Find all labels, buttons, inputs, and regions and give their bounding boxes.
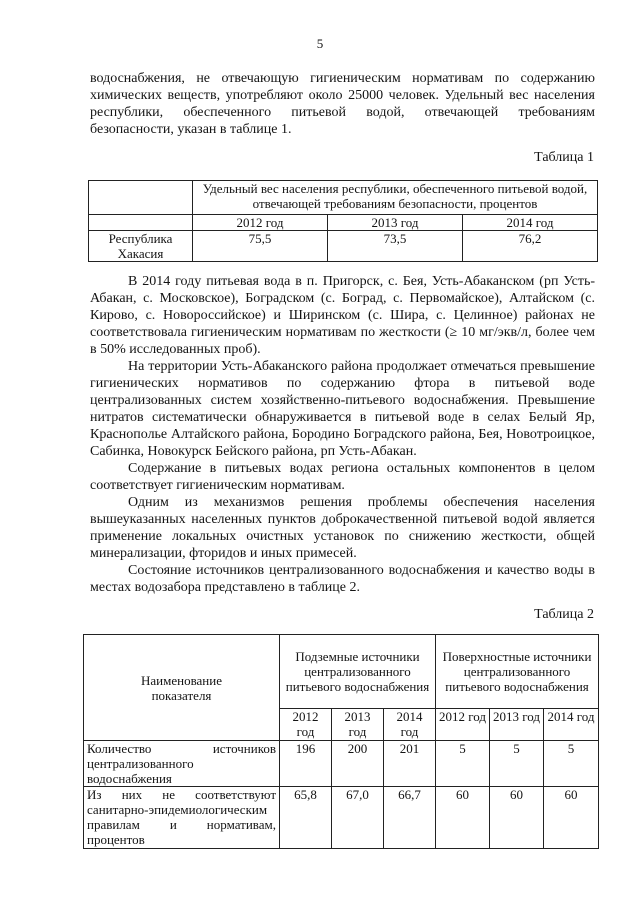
table2-group-surface: Поверхностные источники централизованного питьевого водоснабжения bbox=[436, 635, 599, 709]
table-row bbox=[84, 741, 599, 787]
table2-year: 2014 год bbox=[384, 709, 436, 741]
table1-row-label: Республика Хакасия bbox=[89, 231, 193, 262]
table2-cell: 65,8 bbox=[280, 787, 332, 849]
table1-year-2014: 2014 год bbox=[463, 215, 598, 231]
table2-cell: 60 bbox=[490, 787, 544, 849]
table2-year: 2013 год bbox=[490, 709, 544, 741]
table-1 bbox=[88, 180, 598, 262]
table2-group-underground: Подземные источники централизованного питьевого водоснабжения bbox=[280, 635, 436, 709]
paragraph-mechanisms: Одним из механизмов решения проблемы обеспечения населения вышеуказанных населенных пунктов доброкачественной питьевой водой является применение локальных очистных установок по снижению жесткости, общей минерализации, фторидов и иных примесей. bbox=[90, 495, 595, 561]
table2-col-name: Наименование показателя bbox=[84, 635, 280, 741]
table2-cell: 196 bbox=[280, 741, 332, 787]
table1-corner-cell bbox=[89, 215, 193, 231]
table1-year-2012: 2012 год bbox=[193, 215, 328, 231]
table2-caption: Таблица 2 bbox=[534, 607, 594, 622]
table2-cell: 201 bbox=[384, 741, 436, 787]
intro-paragraph: водоснабжения, не отвечающую гигиеническим нормативам по содержанию химических веществ, употребляют около 25000 человек. Удельный вес населения республики, обеспеченного питьевой водой, отвечающей требованиям безопасности, указан в таблице 1. bbox=[90, 71, 595, 137]
page-number: 5 bbox=[316, 36, 324, 51]
table1-year-2013: 2013 год bbox=[328, 215, 463, 231]
table1-corner-cell bbox=[89, 181, 193, 215]
table1-value-2014: 76,2 bbox=[463, 231, 598, 262]
table2-cell: 5 bbox=[436, 741, 490, 787]
table2-year: 2013 год bbox=[332, 709, 384, 741]
paragraph-sources-state: Состояние источников централизованного водоснабжения и качество воды в местах водозабора представлено в таблице 2. bbox=[90, 563, 595, 595]
table2-year: 2012 год bbox=[280, 709, 332, 741]
table2-year: 2014 год bbox=[544, 709, 599, 741]
table2-year: 2012 год bbox=[436, 709, 490, 741]
table2-cell: 5 bbox=[490, 741, 544, 787]
paragraph-other-components: Содержание в питьевых водах региона остальных компонентов в целом соответствует гигиеническим нормативам. bbox=[90, 461, 595, 493]
table1-value-2012: 75,5 bbox=[193, 231, 328, 262]
table2-cell: 60 bbox=[544, 787, 599, 849]
table1-header: Удельный вес населения республики, обеспеченного питьевой водой, отвечающей требованиям безопасности, процентов bbox=[193, 181, 598, 215]
paragraph-hardness: В 2014 году питьевая вода в п. Пригорск, с. Бея, Усть-Абаканском (рп Усть-Абакан, с. Московское), Боградском (с. Боград, с. Первомайское), Алтайском (с. Кирово, с. Новороссийское) и Ширинском (с. Шира, с. Целинное) районах не соответствовала гигиеническим нормативам по жесткости (≥ 10 мг/экв/л, более чем в 50% исследованных проб). bbox=[90, 274, 595, 357]
table-2 bbox=[83, 634, 599, 849]
table2-cell: 5 bbox=[544, 741, 599, 787]
table2-cell: 66,7 bbox=[384, 787, 436, 849]
table-row bbox=[84, 787, 599, 849]
paragraph-fluorine: На территории Усть-Абаканского района продолжает отмечаться превышение гигиенических нормативов по содержанию фтора в питьевой воде централизованных систем хозяйственно-питьевого водоснабжения. Превышение нитратов систематически обнаруживается в питьевой воде в селах Белый Яр, Краснополье Алтайского района, Бородино Боградского района, Бея, Новотроицкое, Сабинка, Новокурск Бейского района, рп Усть-Абакан. bbox=[90, 359, 595, 459]
table1-caption: Таблица 1 bbox=[534, 150, 594, 165]
table2-cell: 200 bbox=[332, 741, 384, 787]
table2-cell: 60 bbox=[436, 787, 490, 849]
table2-cell: 67,0 bbox=[332, 787, 384, 849]
table1-value-2013: 73,5 bbox=[328, 231, 463, 262]
table2-row-label: Количество источников централизованного водоснабжения bbox=[84, 741, 280, 787]
table2-row-label: Из них не соответствуют санитарно-эпидемиологическим правилам и нормативам, процентов bbox=[84, 787, 280, 849]
